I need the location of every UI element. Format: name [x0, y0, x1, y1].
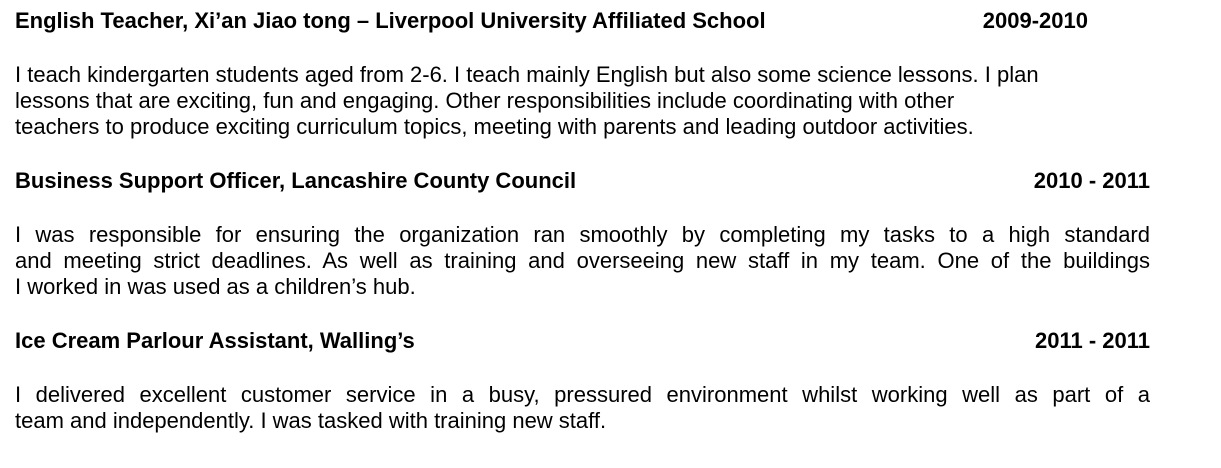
- description-line: lessons that are exciting, fun and engaging. Other responsibilities include coordinating with other: [15, 88, 955, 113]
- job-description: [15, 222, 1150, 300]
- job-description: [15, 62, 1150, 140]
- description-line: I worked in was used as a children’s hub.: [15, 274, 416, 299]
- job-description: [15, 382, 1150, 434]
- description-line: I was responsible for ensuring the organization ran smoothly by completing my tasks to a high standard: [15, 222, 1150, 247]
- job-dates: 2010 - 2011: [1033, 168, 1150, 193]
- description-line: team and independently. I was tasked with training new staff.: [15, 408, 607, 433]
- job-dates: 2009-2010: [982, 8, 1088, 33]
- description-line: teachers to produce exciting curriculum topics, meeting with parents and leading outdoor activities.: [15, 114, 974, 139]
- job-entry-english-teacher: [15, 8, 1150, 140]
- description-line: I teach kindergarten students aged from 2-6. I teach mainly English but also some science lessons. I plan: [15, 62, 1039, 87]
- job-header: [15, 328, 1150, 354]
- job-title: English Teacher, Xi’an Jiao tong – Liverpool University Affiliated School: [15, 8, 766, 33]
- job-header: [15, 8, 1150, 34]
- job-entry-business-support-officer: [15, 168, 1150, 300]
- job-title: Business Support Officer, Lancashire County Council: [15, 168, 577, 193]
- job-title: Ice Cream Parlour Assistant, Walling’s: [15, 328, 415, 353]
- description-line: I delivered excellent customer service in a busy, pressured environment whilst working well as part of a: [15, 382, 1150, 407]
- job-entry-ice-cream-parlour-assistant: [15, 328, 1150, 434]
- description-line: and meeting strict deadlines. As well as training and overseeing new staff in my team. One of the buildings: [15, 248, 1150, 273]
- job-header: [15, 168, 1150, 194]
- job-dates: 2011 - 2011: [1034, 328, 1150, 353]
